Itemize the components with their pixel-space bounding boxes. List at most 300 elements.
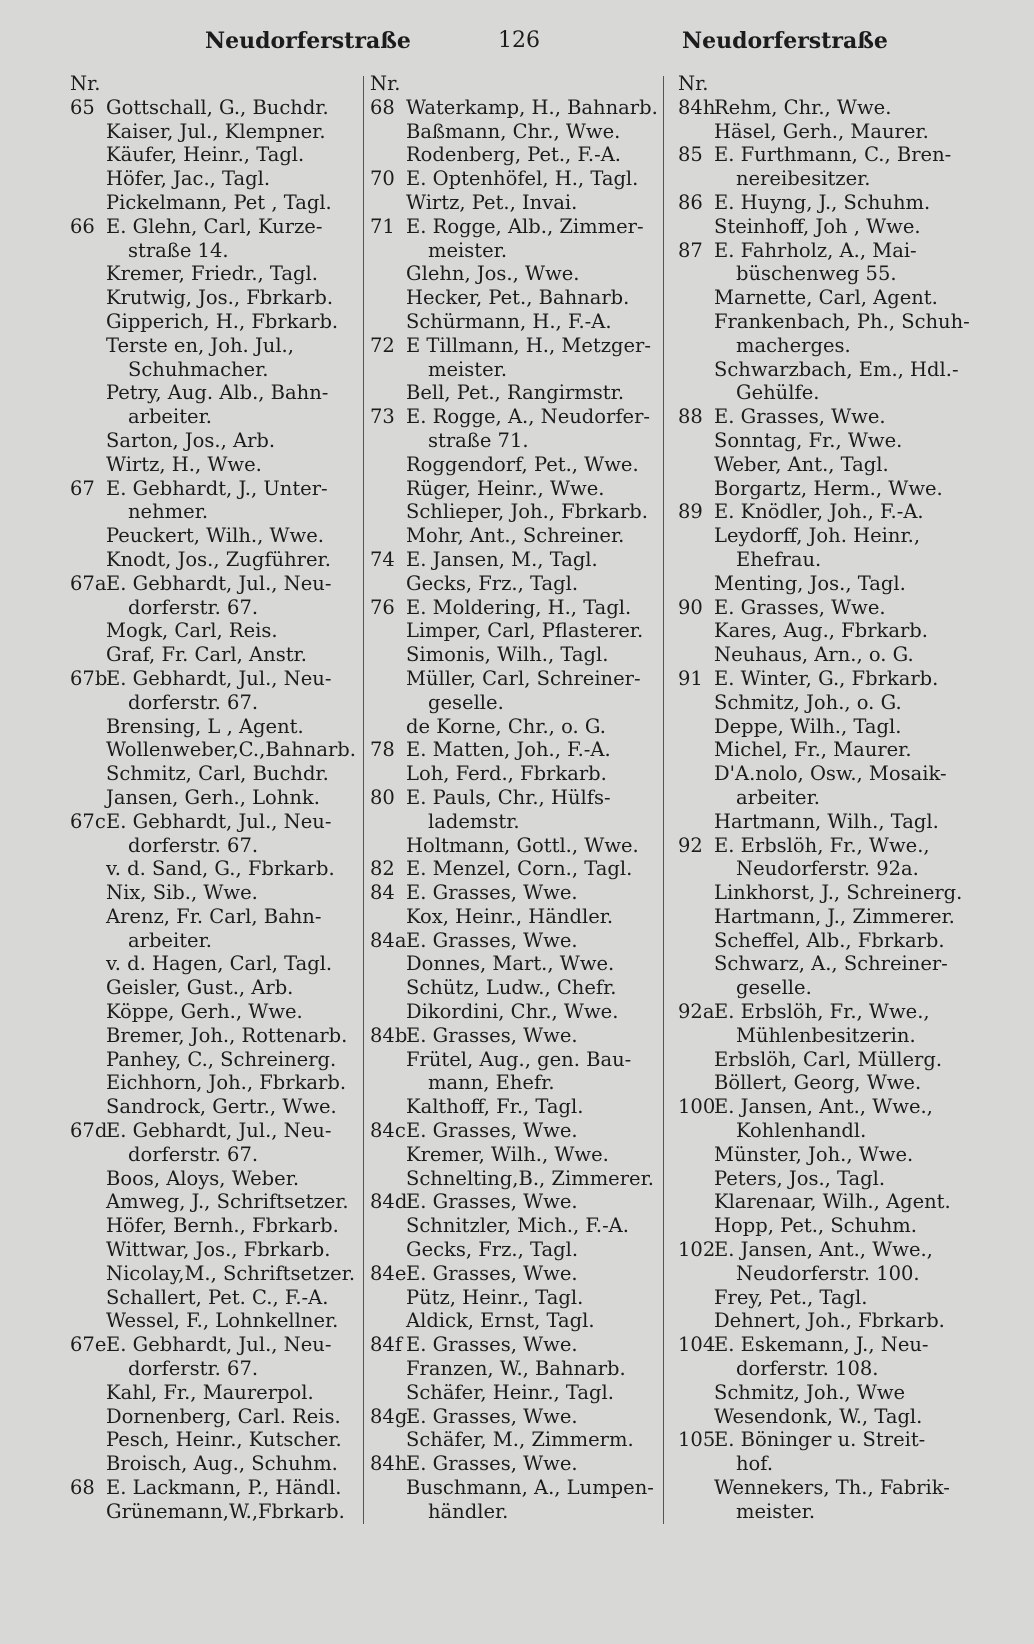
directory-entry [70,1500,356,1524]
house-number [70,1238,106,1262]
house-number [70,596,106,620]
house-number [370,1500,406,1524]
entry-continuation [70,358,356,382]
house-number: 70 [370,167,395,191]
column-heading [678,72,978,96]
directory-entry [370,477,660,501]
house-number [370,453,406,477]
house-number: 65 [70,95,95,119]
entry-text: Roggendorf, Pet., Wwe. [406,452,639,476]
house-number [70,524,106,548]
directory-entry [370,1428,660,1452]
directory-entry [678,1071,978,1095]
house-number [70,143,106,167]
entry-text: Graf, Fr. Carl, Anstr. [106,643,307,667]
directory-entry [678,215,978,239]
entry-text: Eichhorn, Joh., Fbrkarb. [106,1071,347,1095]
entry-continuation [678,1452,978,1476]
entry-continuation [70,1143,356,1167]
directory-entry [370,167,660,191]
house-number [70,1428,106,1452]
entry-text: Ehefrau. [736,547,822,571]
entry-text: Marnette, Carl, Agent. [714,286,938,310]
house-number [370,1381,406,1405]
house-number [678,715,714,739]
entry-text: Kremer, Friedr., Tagl. [106,262,318,286]
directory-entry [370,1381,660,1405]
entry-text: Schmitz, Carl, Buchdr. [106,762,329,786]
house-number [678,1071,714,1095]
column-left [70,72,356,1524]
entry-text: Schwarzbach, Em., Hdl.- [714,357,959,381]
entry-text: dorferstr. 108. [736,1357,879,1381]
directory-entry [370,786,660,810]
entry-text: geselle. [428,690,504,714]
entry-text: Wesendonk, W., Tagl. [714,1404,923,1428]
house-number [678,1262,714,1286]
entry-text: Amweg, J., Schriftsetzer. [106,1190,349,1214]
directory-entry [678,500,978,524]
entry-text: Scheffel, Alb., Fbrkarb. [714,928,945,952]
entry-text: Kox, Heinr., Händler. [406,904,614,928]
directory-entry [370,572,660,596]
directory-entry [370,1405,660,1429]
directory-entry [678,429,978,453]
house-number [370,1167,406,1191]
house-number [370,500,406,524]
entry-text: Schuhmacher. [128,357,269,381]
house-number [70,905,106,929]
house-number [370,667,406,691]
directory-entry [370,1190,660,1214]
house-number [70,786,106,810]
house-number: 84h [678,95,716,119]
directory-entry [678,738,978,762]
entry-text: hof. [736,1452,774,1476]
entry-text: dorferstr. 67. [128,690,259,714]
entry-text: Höfer, Bernh., Fbrkarb. [106,1214,339,1238]
entry-text: E. Grasses, Wwe. [406,1023,578,1047]
entry-text: büschenweg 55. [736,262,897,286]
entry-text: Dehnert, Joh., Fbrkarb. [714,1309,945,1333]
house-number [70,358,106,382]
entry-text: arbeiter. [128,405,212,429]
directory-entry [370,1143,660,1167]
directory-entry [678,96,978,120]
house-number [70,1381,106,1405]
directory-entry [370,857,660,881]
entry-text: E. Gebhardt, J., Unter- [106,476,328,500]
house-number [70,643,106,667]
entry-text: E. Winter, G., Fbrkarb. [714,666,939,690]
entry-text: E. Grasses, Wwe. [406,1190,578,1214]
house-number [370,976,406,1000]
house-number [70,952,106,976]
entry-text: macherges. [736,333,851,357]
directory-entry [678,1214,978,1238]
entry-text: Schwarz, A., Schreiner- [714,952,948,976]
house-number [370,1143,406,1167]
directory-entry [70,643,356,667]
entry-text: Hartmann, J., Zimmerer. [714,904,955,928]
entry-continuation [678,381,978,405]
directory-entry [70,310,356,334]
entry-text: Borgartz, Herm., Wwe. [714,476,943,500]
directory-entry [70,215,356,239]
entry-text: Buschmann, A., Lumpen- [406,1476,654,1500]
directory-entry [370,929,660,953]
directory-entry [678,358,978,382]
house-number [370,524,406,548]
entry-text: Käufer, Heinr., Tagl. [106,143,305,167]
house-number: 88 [678,405,703,429]
house-number [370,239,406,263]
directory-entry [678,239,978,263]
house-number: 71 [370,214,395,238]
directory-entry [678,310,978,334]
entry-continuation [678,857,978,881]
entry-text: straße 71. [428,428,529,452]
directory-entry [70,191,356,215]
entry-text: Frey, Pet., Tagl. [714,1285,868,1309]
entry-text: Bell, Pet., Rangirmstr. [406,381,625,405]
house-number: 67d [70,1119,108,1143]
directory-entry [70,976,356,1000]
entry-text: E. Gebhardt, Jul., Neu- [106,1119,332,1143]
entry-text: nereibesitzer. [736,167,871,191]
house-number [370,1214,406,1238]
house-number [678,1167,714,1191]
entry-text: meister. [428,238,508,262]
house-number [678,976,714,1000]
entry-continuation [678,1262,978,1286]
house-number [678,1048,714,1072]
house-number: 102 [678,1238,716,1262]
directory-entry [70,810,356,834]
house-number [70,453,106,477]
house-number: 85 [678,143,703,167]
directory-entry [70,167,356,191]
entry-text: Franzen, W., Bahnarb. [406,1357,626,1381]
directory-entry [70,1405,356,1429]
entry-text: E Tillmann, H., Metzger- [406,333,651,357]
entry-text: Kalthoff, Fr., Tagl. [406,1095,584,1119]
entry-text: Wittwar, Jos., Fbrkarb. [106,1238,331,1262]
directory-entry [70,1476,356,1500]
house-number: 67c [70,809,106,833]
directory-entry [70,548,356,572]
entry-text: Kares, Aug., Fbrkarb. [714,619,928,643]
column-heading [70,72,356,96]
column-divider [363,76,364,1524]
directory-entry [370,1214,660,1238]
house-number [370,358,406,382]
house-number [70,1452,106,1476]
entry-continuation [678,1357,978,1381]
house-number: 87 [678,238,703,262]
directory-entry [70,952,356,976]
directory-entry [370,453,660,477]
house-number [70,334,106,358]
column-heading [370,72,660,96]
entry-text: Gecks, Frz., Tagl. [406,571,579,595]
house-number [370,715,406,739]
entry-text: Sarton, Jos., Arb. [106,428,276,452]
entry-text: v. d. Hagen, Carl, Tagl. [106,952,333,976]
entry-continuation [70,500,356,524]
house-number: 84h [370,1452,408,1476]
house-number: 84g [370,1404,408,1428]
entry-text: lademstr. [428,809,520,833]
house-number: 86 [678,190,703,214]
house-number: 90 [678,595,703,619]
entry-text: Gehülfe. [736,381,820,405]
house-number [70,286,106,310]
entry-continuation [370,429,660,453]
directory-entry [678,1143,978,1167]
entry-text: Nix, Sib., Wwe. [106,881,258,905]
directory-entry [70,1071,356,1095]
house-number: 78 [370,738,395,762]
directory-entry [370,381,660,405]
entry-text: E. Menzel, Corn., Tagl. [406,857,633,881]
entry-text: E. Grasses, Wwe. [406,1119,578,1143]
house-number [678,1500,714,1524]
house-number [370,286,406,310]
directory-entry [70,1167,356,1191]
house-number [70,500,106,524]
entry-text: Brensing, L , Agent. [106,714,304,738]
directory-entry [370,1452,660,1476]
house-number: 67e [70,1333,107,1357]
entry-text: Gipperich, H., Fbrkarb. [106,309,339,333]
entry-continuation [370,810,660,834]
house-number [678,334,714,358]
house-number [678,691,714,715]
entry-text: E. Moldering, H., Tagl. [406,595,632,619]
house-number: 68 [370,95,395,119]
directory-entry [370,334,660,358]
house-number [70,738,106,762]
entry-text: meister. [736,1499,816,1523]
entry-text: Neudorferstr. 100. [736,1261,920,1285]
directory-entry [678,524,978,548]
house-number [678,1190,714,1214]
directory-entry [70,1238,356,1262]
entry-text: Klarenaar, Wilh., Agent. [714,1190,951,1214]
entry-text: E. Gebhardt, Jul., Neu- [106,1333,332,1357]
page-header [0,28,1034,62]
house-number [678,262,714,286]
entry-text: E. Rogge, A., Neudorfer- [406,405,651,429]
directory-entry [370,1333,660,1357]
directory-entry [370,738,660,762]
house-number [678,453,714,477]
entry-text: Wennekers, Th., Fabrik- [714,1476,950,1500]
entry-text: Münster, Joh., Wwe. [714,1142,914,1166]
directory-entry [370,1000,660,1024]
house-number [678,643,714,667]
house-number [70,120,106,144]
entry-text: Peuckert, Wilh., Wwe. [106,524,324,548]
entry-text: Schlieper, Joh., Fbrkarb. [406,500,648,524]
house-number: 67b [70,666,108,690]
house-number [678,1452,714,1476]
entry-text: Bremer, Joh., Rottenarb. [106,1023,348,1047]
entry-text: E. Grasses, Wwe. [714,405,886,429]
directory-entry [370,286,660,310]
directory-entry [70,477,356,501]
directory-entry [70,1048,356,1072]
house-number: 72 [370,333,395,357]
house-number: 80 [370,785,395,809]
house-number [678,1286,714,1310]
entry-text: Limper, Carl, Pflasterer. [406,619,644,643]
entry-continuation [370,1071,660,1095]
entry-text: Frankenbach, Ph., Schuh- [714,309,970,333]
directory-entry [370,500,660,524]
entry-text: Arenz, Fr. Carl, Bahn- [106,904,322,928]
directory-entry [370,834,660,858]
house-number [70,715,106,739]
house-number [70,834,106,858]
entry-text: Wirtz, H., Wwe. [106,452,262,476]
house-number: 89 [678,500,703,524]
directory-entry [70,1262,356,1286]
entry-text: Sandrock, Gertr., Wwe. [106,1095,337,1119]
directory-entry [370,619,660,643]
entry-text: mann, Ehefr. [428,1071,555,1095]
house-number [70,1071,106,1095]
entry-text: Gottschall, G., Buchdr. [106,95,329,119]
house-number: 92a [678,1000,715,1024]
directory-entry [70,1333,356,1357]
entry-text: Dornenberg, Carl. Reis. [106,1404,341,1428]
entry-continuation [70,405,356,429]
entry-text: E. Grasses, Wwe. [406,1404,578,1428]
entry-text: Schütz, Ludw., Chefr. [406,976,617,1000]
entry-continuation [70,1357,356,1381]
entry-text: Panhey, C., Schreinerg. [106,1047,337,1071]
house-number [70,1500,106,1524]
directory-entry [678,667,978,691]
house-number [370,1286,406,1310]
directory-entry [70,619,356,643]
house-number [70,1214,106,1238]
directory-entry [70,1309,356,1333]
directory-entry [70,262,356,286]
house-number [70,548,106,572]
entry-text: Schallert, Pet. C., F.-A. [106,1285,329,1309]
entry-text: Hecker, Pet., Bahnarb. [406,286,630,310]
directory-entry [70,143,356,167]
entry-text: E. Grasses, Wwe. [406,1333,578,1357]
house-number [678,548,714,572]
entry-continuation [678,167,978,191]
house-number [678,1143,714,1167]
entry-text: Rüger, Heinr., Wwe. [406,476,605,500]
house-number [678,857,714,881]
house-number [678,1476,714,1500]
house-number [678,619,714,643]
house-number [678,881,714,905]
entry-continuation [370,358,660,382]
directory-entry [70,1024,356,1048]
entry-text: Schnitzler, Mich., F.-A. [406,1214,629,1238]
house-number [370,429,406,453]
house-number [370,619,406,643]
house-number [70,1095,106,1119]
entry-text: E. Gebhardt, Jul., Neu- [106,809,332,833]
directory-entry [678,1428,978,1452]
directory-entry [70,96,356,120]
entry-text: Weber, Ant., Tagl. [714,452,889,476]
entry-text: Wessel, F., Lohnkellner. [106,1309,339,1333]
house-number [70,976,106,1000]
directory-entry [370,96,660,120]
house-number: 76 [370,595,395,619]
entry-text: Krutwig, Jos., Fbrkarb. [106,286,334,310]
entry-text: E. Glehn, Carl, Kurze- [106,214,323,238]
house-number [678,381,714,405]
entry-text: E. Grasses, Wwe. [714,595,886,619]
house-number [678,738,714,762]
house-number: 91 [678,666,703,690]
entry-text: E. Optenhöfel, H., Tagl. [406,167,639,191]
entry-text: E. Grasses, Wwe. [406,881,578,905]
entry-continuation [370,239,660,263]
entry-text: Schäfer, M., Zimmerm. [406,1428,634,1452]
house-number [678,1405,714,1429]
entry-continuation [678,548,978,572]
entry-text: Glehn, Jos., Wwe. [406,262,580,286]
directory-entry [70,1190,356,1214]
entry-text: E. Eskemann, J., Neu- [714,1333,929,1357]
house-number: 84e [370,1261,407,1285]
entry-text: Höfer, Jac., Tagl. [106,167,271,191]
house-number [678,167,714,191]
entry-text: Kohlenhandl. [736,1119,867,1143]
entry-text: Wirtz, Pet., Invai. [406,190,578,214]
house-number [678,786,714,810]
house-number [370,1238,406,1262]
directory-entry [678,453,978,477]
directory-entry [70,881,356,905]
entry-continuation [678,976,978,1000]
entry-text: Loh, Ferd., Fbrkarb. [406,762,607,786]
house-number: Nr. [70,72,101,95]
entry-text: Hopp, Pet., Schuhm. [714,1214,917,1238]
entry-text: E. Erbslöh, Fr., Wwe., [714,833,930,857]
running-head-right: Neudorferstraße [682,28,888,54]
house-number [70,1048,106,1072]
house-number [70,691,106,715]
house-number [70,1000,106,1024]
directory-entry [678,1000,978,1024]
entry-text: Boos, Aloys, Weber. [106,1166,300,1190]
entry-text: E. Furthmann, C., Bren- [714,143,952,167]
entry-text: Menting, Jos., Tagl. [714,571,906,595]
entry-text: E. Fahrholz, A., Mai- [714,238,917,262]
house-number: 84b [370,1023,408,1047]
house-number [678,310,714,334]
house-number [370,905,406,929]
entry-text: Holtmann, Gottl., Wwe. [406,833,639,857]
entry-text: Broisch, Aug., Schuhm. [106,1452,338,1476]
directory-entry [370,1238,660,1262]
directory-entry [70,1214,356,1238]
directory-entry [678,1381,978,1405]
